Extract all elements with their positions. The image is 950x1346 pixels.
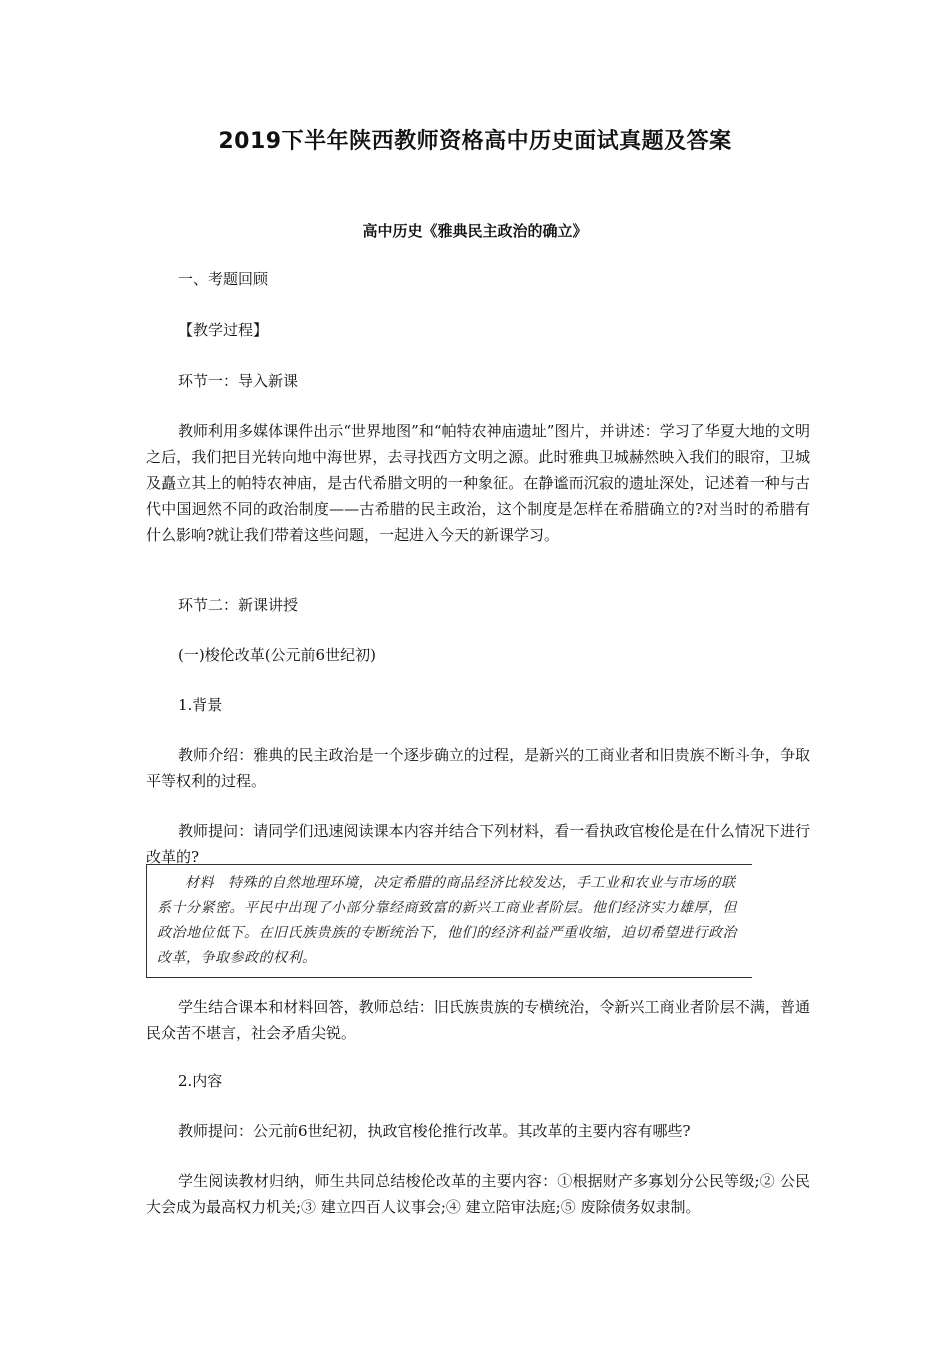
step-one-heading: 环节一：导入新课 bbox=[178, 372, 299, 390]
reform-content-paragraph: 学生阅读教材归纳，师生共同总结梭伦改革的主要内容：①根据财产多寡划分公民等级;② 公民大会成为最高权力机关;③ 建立四百人议事会;④ 建立陪审法庭;⑤ 废除债务奴隶制。 bbox=[146, 1172, 810, 1216]
teaching-process-heading: 【教学过程】 bbox=[178, 321, 269, 339]
lesson-subtitle: 高中历史《雅典民主政治的确立》 bbox=[362, 222, 588, 240]
material-label: 材料 bbox=[185, 875, 214, 891]
background-heading: 1.背景 bbox=[178, 696, 223, 714]
material-text: 特殊的自然地理环境，决定希腊的商品经济比较发达，手工业和农业与市场的联系十分紧密。平民中出现了小部分靠经商致富的新兴工商业者阶层。他们经济实力雄厚，但政治地位低下。在旧氏族贵族的专断统治下，他们的经济利益严重收缩，迫切希望进行政治改革，争取参政的权利。 bbox=[157, 875, 737, 966]
document-title: 2019下半年陕西教师资格高中历史面试真题及答案 bbox=[218, 129, 732, 154]
teacher-question-paragraph: 教师提问：请同学们迅速阅读课本内容并结合下列材料，看一看执政官梭伦是在什么情况下进行改革的? bbox=[146, 822, 810, 866]
teacher-intro-paragraph: 教师介绍：雅典的民主政治是一个逐步确立的过程，是新兴的工商业者和旧贵族不断斗争，争取平等权利的过程。 bbox=[146, 746, 810, 790]
section-heading: 一、考题回顾 bbox=[178, 270, 269, 288]
reform-heading: (一)梭伦改革(公元前6世纪初) bbox=[178, 646, 376, 664]
content-question-paragraph: 教师提问：公元前6世纪初，执政官梭伦推行改革。其改革的主要内容有哪些? bbox=[178, 1122, 691, 1140]
step-two-heading: 环节二：新课讲授 bbox=[178, 596, 299, 614]
material-box bbox=[146, 864, 752, 978]
content-heading: 2.内容 bbox=[178, 1072, 223, 1090]
intro-paragraph: 教师利用多媒体课件出示“世界地图”和“帕特农神庙遗址”图片，并讲述：学习了华夏大地的文明之后，我们把目光转向地中海世界，去寻找西方文明之源。此时雅典卫城赫然映入我们的眼帘，卫城及矗立其上的帕特农神庙，是古代希腊文明的一种象征。在静谧而沉寂的遗址深处，记述着一种与古代中国迥然不同的政治制度——古希腊的民主政治，这个制度是怎样在希腊确立的?对当时的希腊有什么影响?就让我们带着这些问题，一起进入今天的新课学习。 bbox=[146, 422, 810, 544]
student-summary-paragraph: 学生结合课本和材料回答，教师总结：旧氏族贵族的专横统治，令新兴工商业者阶层不满，普通民众苦不堪言，社会矛盾尖锐。 bbox=[146, 998, 810, 1042]
